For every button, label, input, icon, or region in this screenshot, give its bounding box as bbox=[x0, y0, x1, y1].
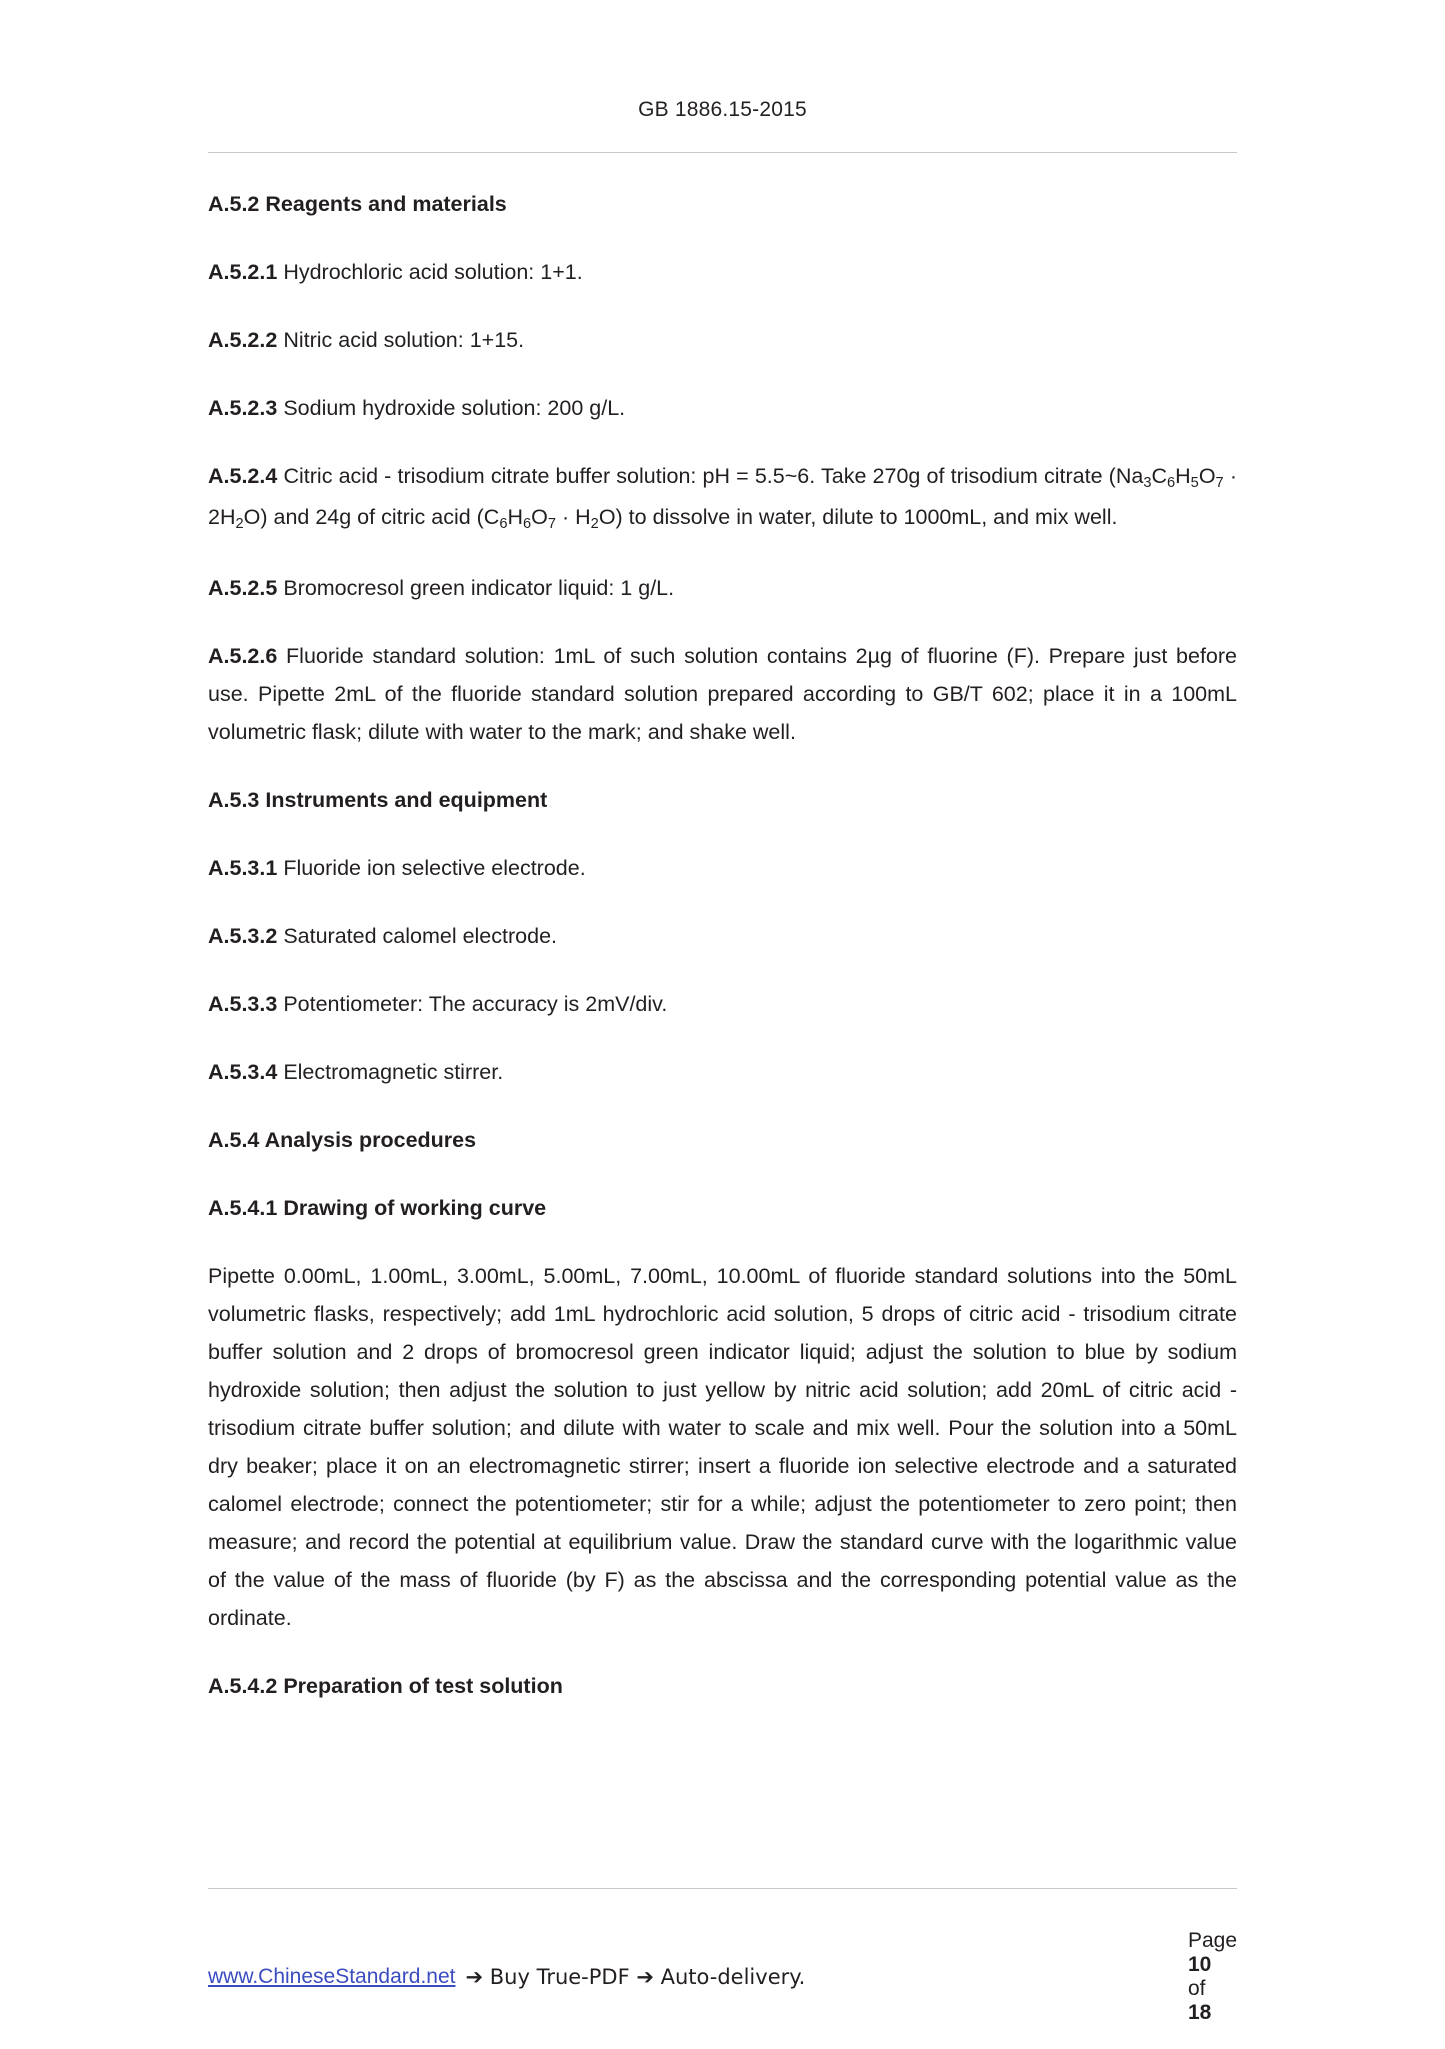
clause-number: A.5.2.4 bbox=[208, 464, 278, 488]
section-number: A.5.3 bbox=[208, 788, 260, 812]
section-title: Drawing of working curve bbox=[283, 1196, 547, 1220]
document-body bbox=[208, 185, 1237, 1735]
clause-number: A.5.2.3 bbox=[208, 396, 278, 420]
clause-a526 bbox=[208, 637, 1237, 751]
clause-a533 bbox=[208, 985, 1237, 1023]
clause-number: A.5.3.2 bbox=[208, 924, 278, 948]
of-label: of bbox=[1187, 1977, 1206, 2000]
clause-a524 bbox=[208, 457, 1237, 539]
clause-a532 bbox=[208, 917, 1237, 955]
page-label: Page bbox=[1187, 1929, 1237, 1952]
clause-text: Nitric acid solution: 1+15. bbox=[283, 328, 525, 352]
page-footer bbox=[208, 1905, 1237, 2049]
clause-number: A.5.2.6 bbox=[208, 644, 278, 668]
section-heading-a542 bbox=[208, 1667, 1237, 1705]
clause-text: Citric acid - trisodium citrate buffer solution: pH = 5.5~6. Take 270g of trisodium citrate $(Na_3C_6H_5O_7 \cdot 2H_2O)$ and 24g of citric acid $(C_6H_6O_7 \cdot H_2O)$ to dissolve in water, dilute to 1000mL, and mix well. bbox=[208, 464, 1237, 532]
section-title: Analysis procedures bbox=[264, 1128, 477, 1152]
clause-text: Saturated calomel electrode. bbox=[283, 924, 557, 948]
clause-number: A.5.3.1 bbox=[208, 856, 278, 880]
clause-a525 bbox=[208, 569, 1237, 607]
clause-text: Electromagnetic stirrer. bbox=[283, 1060, 504, 1084]
clause-a534 bbox=[208, 1053, 1237, 1091]
section-title: Instruments and equipment bbox=[265, 788, 548, 812]
body-paragraph-a541: Pipette 0.00mL, 1.00mL, 3.00mL, 5.00mL, 7.00mL, 10.00mL of fluoride standard solutions into the 50mL volumetric flasks, respectively; add 1mL hydrochloric acid solution, 5 drops of citric acid - trisodium citrate buffer solution and 2 drops of bromocresol green indicator liquid; adjust the solution to blue by sodium hydroxide solution; then adjust the solution to just yellow by nitric acid solution; add 20mL of citric acid - trisodium citrate buffer solution; and dilute with water to scale and mix well. Pour the solution into a 50mL dry beaker; place it on an electromagnetic stirrer; insert a fluoride ion selective electrode and a saturated calomel electrode; connect the potentiometer; stir for a while; adjust the potentiometer to zero point; then measure; and record the potential at equilibrium value. Draw the standard curve with the logarithmic value of the value of the mass of fluoride (by F) as the abscissa and the corresponding potential value as the ordinate. bbox=[208, 1264, 1237, 1630]
clause-text: Sodium hydroxide solution: 200 g/L. bbox=[283, 396, 626, 420]
clause-a531 bbox=[208, 849, 1237, 887]
section-heading-a52 bbox=[208, 185, 1237, 223]
section-number: A.5.4 bbox=[208, 1128, 260, 1152]
section-title: Preparation of test solution bbox=[283, 1674, 563, 1698]
header-divider bbox=[208, 152, 1237, 153]
clause-text: Bromocresol green indicator liquid: 1 g/L. bbox=[283, 576, 675, 600]
page-indicator bbox=[1153, 1905, 1237, 2049]
section-number: A.5.4.1 bbox=[208, 1196, 278, 1220]
section-heading-a53 bbox=[208, 781, 1237, 819]
page-number: 10 bbox=[1187, 1953, 1212, 1976]
clause-text: Potentiometer: The accuracy is 2mV/div. bbox=[283, 992, 668, 1016]
section-heading-a54 bbox=[208, 1121, 1237, 1159]
clause-text: Fluoride ion selective electrode. bbox=[283, 856, 586, 880]
total-pages: 18 bbox=[1187, 2001, 1212, 2024]
clause-text: Fluoride standard solution: 1mL of such solution contains 2µg of fluorine (F). Prepare just before use. Pipette 2mL of the fluoride standard solution prepared according to GB/T 602; place it in a 100mL volumetric flask; dilute with water to the mark; and shake well. bbox=[208, 644, 1237, 744]
clause-number: A.5.2.1 bbox=[208, 260, 278, 284]
clause-number: A.5.3.3 bbox=[208, 992, 278, 1016]
section-number: A.5.4.2 bbox=[208, 1674, 278, 1698]
section-heading-a541 bbox=[208, 1189, 1237, 1227]
clause-a521 bbox=[208, 253, 1237, 291]
clause-number: A.5.2.2 bbox=[208, 328, 278, 352]
clause-number: A.5.3.4 bbox=[208, 1060, 278, 1084]
section-title: Reagents and materials bbox=[265, 192, 507, 216]
section-number: A.5.2 bbox=[208, 192, 260, 216]
clause-a522 bbox=[208, 321, 1237, 359]
chinese-standard-link[interactable]: www.ChineseStandard.net bbox=[208, 1965, 456, 1988]
clause-a523 bbox=[208, 389, 1237, 427]
footer-divider bbox=[208, 1888, 1237, 1889]
footer-promo-text: ➔ Buy True-PDF ➔ Auto-delivery. bbox=[465, 1965, 806, 1989]
page-header-title: GB 1886.15-2015 bbox=[638, 98, 807, 121]
clause-number: A.5.2.5 bbox=[208, 576, 278, 600]
clause-text: Hydrochloric acid solution: 1+1. bbox=[283, 260, 583, 284]
